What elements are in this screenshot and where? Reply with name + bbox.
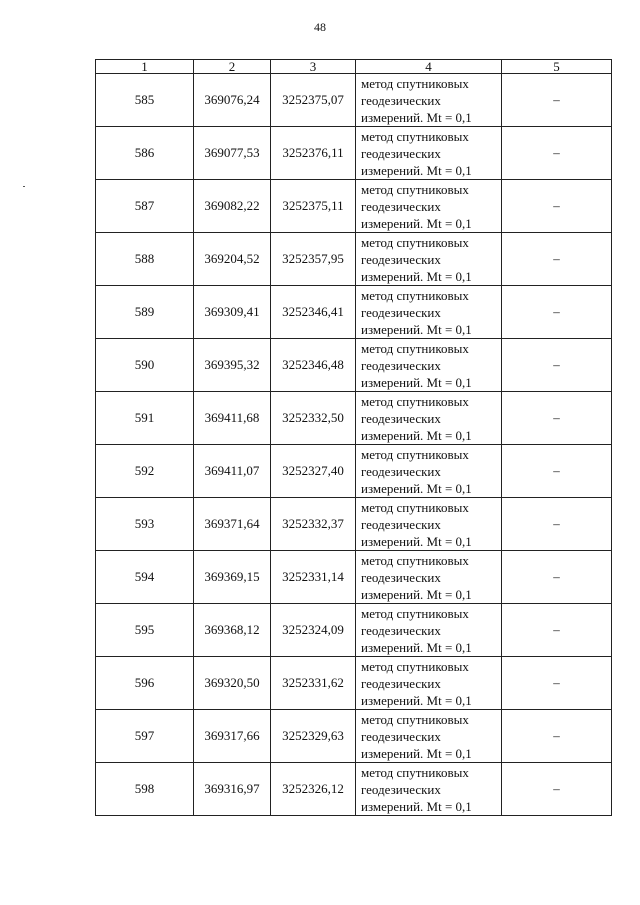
table-header bbox=[96, 60, 612, 74]
method-cell bbox=[356, 180, 502, 233]
page-number: 48 bbox=[314, 20, 326, 34]
point-number-cell: 596 bbox=[96, 657, 194, 710]
scan-speck bbox=[23, 186, 25, 187]
note-cell: – bbox=[502, 498, 612, 551]
table-row bbox=[96, 74, 612, 127]
method-text-line: геодезических bbox=[361, 569, 441, 585]
method-cell bbox=[356, 127, 502, 180]
x-coordinate-cell: 369317,66 bbox=[194, 710, 271, 763]
method-cell bbox=[356, 498, 502, 551]
method-text-line: метод спутниковых bbox=[361, 552, 469, 568]
method-cell bbox=[356, 657, 502, 710]
y-coordinate-cell: 3252324,09 bbox=[271, 604, 356, 657]
point-number-cell: 587 bbox=[96, 180, 194, 233]
method-text-line: измерений. Mt = 0,1 bbox=[361, 374, 472, 390]
table-row bbox=[96, 339, 612, 392]
column-header-1: 1 bbox=[96, 60, 194, 74]
note-cell: – bbox=[502, 74, 612, 127]
y-coordinate-cell: 3252346,48 bbox=[271, 339, 356, 392]
y-coordinate-cell: 3252332,50 bbox=[271, 392, 356, 445]
method-text-line: измерений. Mt = 0,1 bbox=[361, 480, 472, 496]
point-number-cell: 590 bbox=[96, 339, 194, 392]
x-coordinate-cell: 369371,64 bbox=[194, 498, 271, 551]
x-coordinate-cell: 369369,15 bbox=[194, 551, 271, 604]
method-text-line: метод спутниковых bbox=[361, 764, 469, 780]
note-cell: – bbox=[502, 763, 612, 816]
method-cell bbox=[356, 74, 502, 127]
table-row bbox=[96, 392, 612, 445]
method-text-line: измерений. Mt = 0,1 bbox=[361, 321, 472, 337]
method-text-line: измерений. Mt = 0,1 bbox=[361, 162, 472, 178]
method-text-line: геодезических bbox=[361, 516, 441, 532]
note-cell: – bbox=[502, 657, 612, 710]
x-coordinate-cell: 369082,22 bbox=[194, 180, 271, 233]
method-text-line: измерений. Mt = 0,1 bbox=[361, 109, 472, 125]
x-coordinate-cell: 369368,12 bbox=[194, 604, 271, 657]
method-text-line: измерений. Mt = 0,1 bbox=[361, 798, 472, 814]
y-coordinate-cell: 3252375,07 bbox=[271, 74, 356, 127]
point-number-cell: 586 bbox=[96, 127, 194, 180]
method-text-line: метод спутниковых bbox=[361, 393, 469, 409]
x-coordinate-cell: 369204,52 bbox=[194, 233, 271, 286]
point-number-cell: 588 bbox=[96, 233, 194, 286]
point-number-cell: 589 bbox=[96, 286, 194, 339]
method-cell bbox=[356, 392, 502, 445]
table-row bbox=[96, 233, 612, 286]
method-text-line: измерений. Mt = 0,1 bbox=[361, 639, 472, 655]
method-text-line: метод спутниковых bbox=[361, 446, 469, 462]
method-text-line: метод спутниковых bbox=[361, 605, 469, 621]
note-cell: – bbox=[502, 551, 612, 604]
method-cell bbox=[356, 551, 502, 604]
note-cell: – bbox=[502, 604, 612, 657]
method-text-line: геодезических bbox=[361, 92, 441, 108]
x-coordinate-cell: 369077,53 bbox=[194, 127, 271, 180]
method-cell bbox=[356, 445, 502, 498]
point-number-cell: 597 bbox=[96, 710, 194, 763]
method-text-line: метод спутниковых bbox=[361, 75, 469, 91]
method-text-line: измерений. Mt = 0,1 bbox=[361, 692, 472, 708]
y-coordinate-cell: 3252331,14 bbox=[271, 551, 356, 604]
x-coordinate-cell: 369411,07 bbox=[194, 445, 271, 498]
point-number-cell: 594 bbox=[96, 551, 194, 604]
column-header-3: 3 bbox=[271, 60, 356, 74]
y-coordinate-cell: 3252376,11 bbox=[271, 127, 356, 180]
method-text-line: измерений. Mt = 0,1 bbox=[361, 745, 472, 761]
method-text-line: метод спутниковых bbox=[361, 711, 469, 727]
method-cell bbox=[356, 286, 502, 339]
method-text-line: метод спутниковых bbox=[361, 658, 469, 674]
table-row bbox=[96, 498, 612, 551]
note-cell: – bbox=[502, 233, 612, 286]
point-number-cell: 591 bbox=[96, 392, 194, 445]
x-coordinate-cell: 369320,50 bbox=[194, 657, 271, 710]
method-text-line: измерений. Mt = 0,1 bbox=[361, 427, 472, 443]
method-cell bbox=[356, 710, 502, 763]
method-text-line: геодезических bbox=[361, 145, 441, 161]
y-coordinate-cell: 3252332,37 bbox=[271, 498, 356, 551]
method-text-line: метод спутниковых bbox=[361, 234, 469, 250]
y-coordinate-cell: 3252346,41 bbox=[271, 286, 356, 339]
method-text-line: измерений. Mt = 0,1 bbox=[361, 268, 472, 284]
note-cell: – bbox=[502, 710, 612, 763]
point-number-cell: 595 bbox=[96, 604, 194, 657]
method-text-line: геодезических bbox=[361, 728, 441, 744]
note-cell: – bbox=[502, 445, 612, 498]
table-row bbox=[96, 604, 612, 657]
header-row bbox=[96, 60, 612, 74]
method-text-line: метод спутниковых bbox=[361, 499, 469, 515]
y-coordinate-cell: 3252327,40 bbox=[271, 445, 356, 498]
y-coordinate-cell: 3252331,62 bbox=[271, 657, 356, 710]
point-number-cell: 592 bbox=[96, 445, 194, 498]
method-text-line: геодезических bbox=[361, 357, 441, 373]
table-row bbox=[96, 286, 612, 339]
method-cell bbox=[356, 763, 502, 816]
method-cell bbox=[356, 339, 502, 392]
method-text-line: метод спутниковых bbox=[361, 181, 469, 197]
x-coordinate-cell: 369316,97 bbox=[194, 763, 271, 816]
table-body bbox=[96, 74, 612, 816]
method-text-line: измерений. Mt = 0,1 bbox=[361, 215, 472, 231]
method-text-line: метод спутниковых bbox=[361, 340, 469, 356]
table-row bbox=[96, 763, 612, 816]
method-text-line: геодезических bbox=[361, 251, 441, 267]
point-number-cell: 593 bbox=[96, 498, 194, 551]
point-number-cell: 585 bbox=[96, 74, 194, 127]
x-coordinate-cell: 369309,41 bbox=[194, 286, 271, 339]
method-text-line: геодезических bbox=[361, 410, 441, 426]
x-coordinate-cell: 369411,68 bbox=[194, 392, 271, 445]
y-coordinate-cell: 3252375,11 bbox=[271, 180, 356, 233]
table-row bbox=[96, 710, 612, 763]
point-number-cell: 598 bbox=[96, 763, 194, 816]
method-text-line: геодезических bbox=[361, 675, 441, 691]
method-text-line: геодезических bbox=[361, 622, 441, 638]
note-cell: – bbox=[502, 127, 612, 180]
method-cell bbox=[356, 604, 502, 657]
note-cell: – bbox=[502, 339, 612, 392]
table-row bbox=[96, 127, 612, 180]
column-header-2: 2 bbox=[194, 60, 271, 74]
table-row bbox=[96, 657, 612, 710]
table-row bbox=[96, 180, 612, 233]
method-text-line: измерений. Mt = 0,1 bbox=[361, 586, 472, 602]
table-row bbox=[96, 551, 612, 604]
y-coordinate-cell: 3252326,12 bbox=[271, 763, 356, 816]
x-coordinate-cell: 369076,24 bbox=[194, 74, 271, 127]
method-text-line: метод спутниковых bbox=[361, 128, 469, 144]
x-coordinate-cell: 369395,32 bbox=[194, 339, 271, 392]
y-coordinate-cell: 3252357,95 bbox=[271, 233, 356, 286]
method-text-line: геодезических bbox=[361, 463, 441, 479]
note-cell: – bbox=[502, 180, 612, 233]
method-text-line: геодезических bbox=[361, 781, 441, 797]
column-header-4: 4 bbox=[356, 60, 502, 74]
method-cell bbox=[356, 233, 502, 286]
coordinates-table bbox=[95, 59, 612, 816]
method-text-line: геодезических bbox=[361, 304, 441, 320]
method-text-line: метод спутниковых bbox=[361, 287, 469, 303]
table-row bbox=[96, 445, 612, 498]
column-header-5: 5 bbox=[502, 60, 612, 74]
method-text-line: геодезических bbox=[361, 198, 441, 214]
method-text-line: измерений. Mt = 0,1 bbox=[361, 533, 472, 549]
y-coordinate-cell: 3252329,63 bbox=[271, 710, 356, 763]
note-cell: – bbox=[502, 286, 612, 339]
note-cell: – bbox=[502, 392, 612, 445]
